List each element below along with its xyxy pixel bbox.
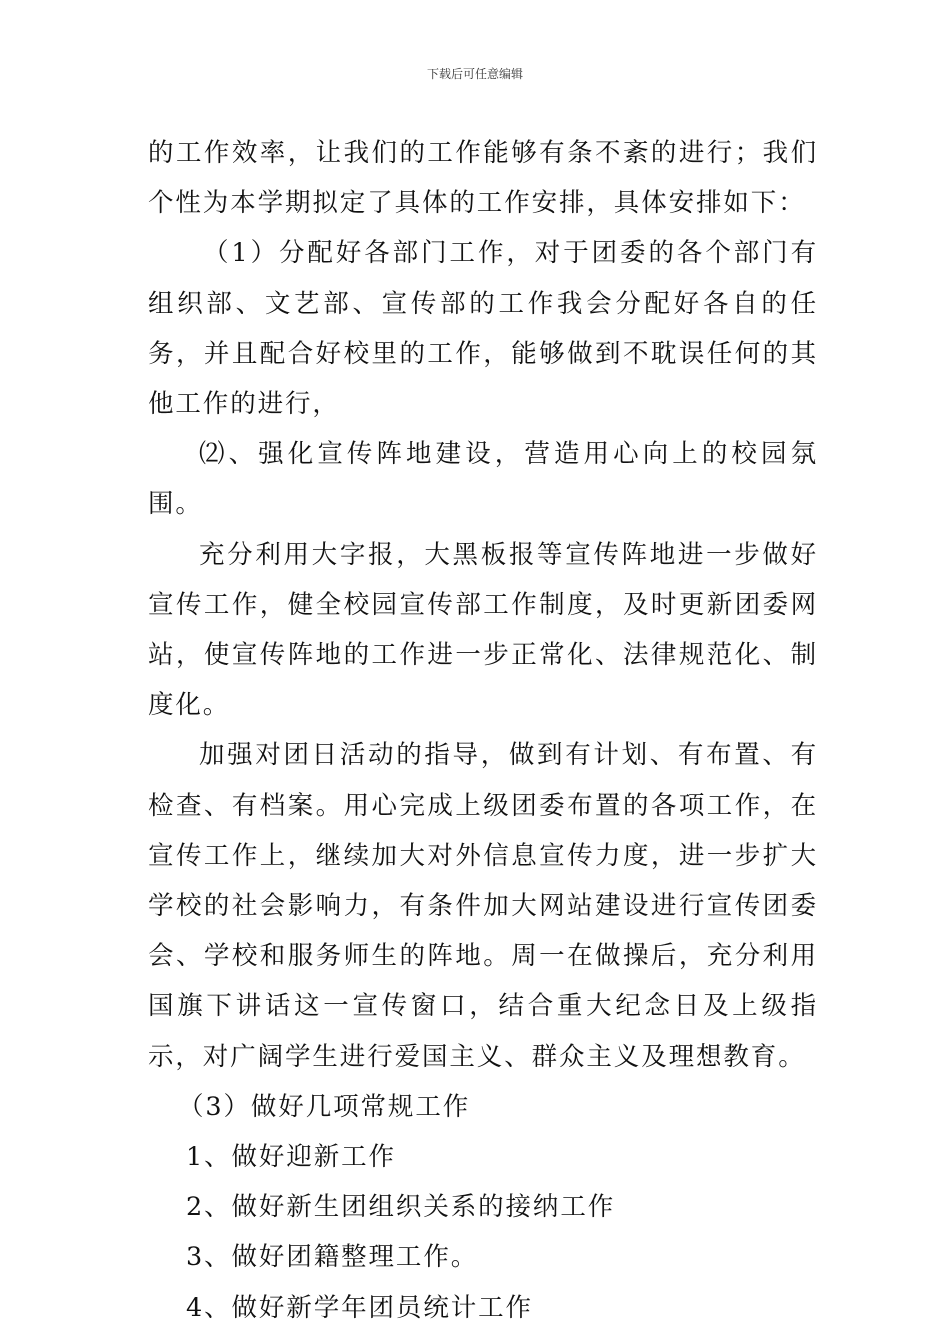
paragraph-item-3-heading: （3）做好几项常规工作 [178, 1091, 471, 1122]
document-body [148, 128, 818, 1333]
paragraph-intro: 的工作效率，让我们的工作能够有条不紊的进行；我们个性为本学期拟定了具体的工作安排，具体安排如下： [148, 138, 818, 219]
paragraph-item-1: （1）分配好各部门工作，对于团委的各个部门有组织部、文艺部、宣传部的工作我会分配好各自的任务，并且配合好校里的工作，能够做到不耽误任何的其他工作的进行， [148, 238, 818, 420]
page-header: 下载后可任意编辑 [426, 67, 523, 81]
list-item-4: 4、做好新学年团员统计工作 [186, 1292, 533, 1323]
list-item-2: 2、做好新生团组织关系的接纳工作 [186, 1192, 616, 1223]
list-item-1: 1、做好迎新工作 [186, 1142, 396, 1173]
paragraph-propaganda: 充分利用大字报，大黑板报等宣传阵地进一步做好宣传工作，健全校园宣传部工作制度，及时更新团委网站，使宣传阵地的工作进一步正常化、法律规范化、制度化。 [148, 539, 818, 721]
paragraph-league-day: 加强对团日活动的指导，做到有计划、有布置、有检查、有档案。用心完成上级团委布置的各项工作，在宣传工作上，继续加大对外信息宣传力度，进一步扩大学校的社会影响力，有条件加大网站建设进行宣传团委会、学校和服务师生的阵地。周一在做操后，充分利用国旗下讲话这一宣传窗口，结合重大纪念日及上级指示，对广阔学生进行爱国主义、群众主义及理想教育。 [148, 740, 818, 1072]
list-item-3: 3、做好团籍整理工作。 [186, 1242, 479, 1273]
paragraph-item-2-heading: ⑵、强化宣传阵地建设，营造用心向上的校园氛围。 [148, 439, 818, 520]
